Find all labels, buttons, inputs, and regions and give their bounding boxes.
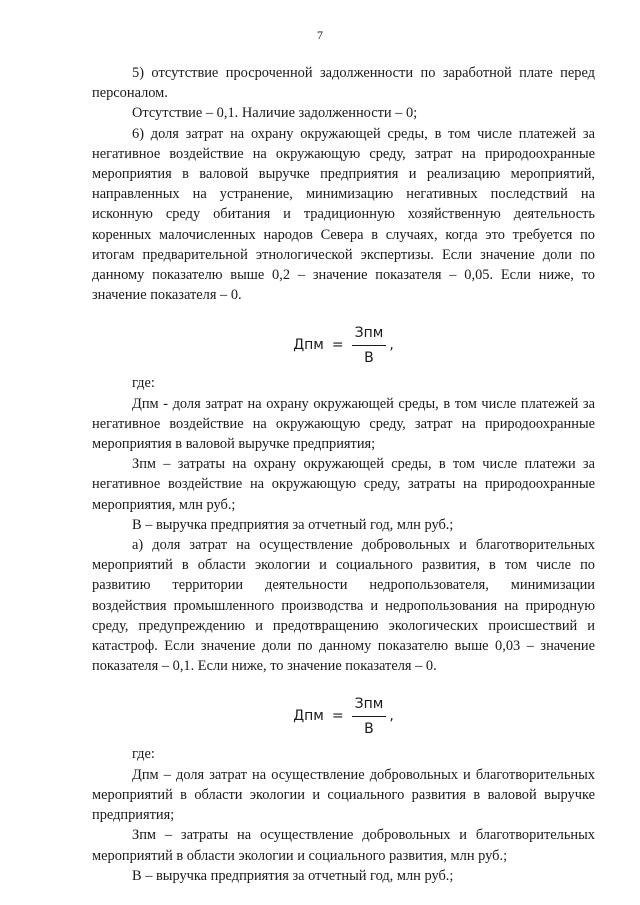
paragraph: 6) доля затрат на охрану окружающей среды, в том числе платежей за негативное воздействие на окружающую среду, затрат на природоохранные мероприятия в валовой выручке предприятия и реализацию мероприятий, направленных на устранение, минимизацию негативных последствий на исконную среду обитания и традиционную хозяйственную деятельность коренных малочисленных народов Севера в случаях, когда это требуется по итогам предварительной этнологической экспертизы. Если значение доли по данному показателю выше 0,2 – значение показателя – 0,05. Если ниже, то значение показателя – 0. <box>92 125 595 304</box>
formula-1 <box>92 321 595 369</box>
formula-fraction <box>352 694 387 739</box>
formula-lhs: Дпм <box>293 337 324 354</box>
paragraph: Зпм – затраты на охрану окружающей среды, в том числе платежи за негативное воздействие на окружающую среду, затраты на природоохранные мероприятия, млн руб.; <box>92 456 595 513</box>
paragraph: 5) отсутствие просроченной задолженности по заработной плате перед персоналом. <box>92 65 595 102</box>
paragraph: В – выручка предприятия за отчетный год, млн руб.; <box>132 867 454 884</box>
paragraph: а) доля затрат на осуществление добровольных и благотворительных мероприятий в области экологии и социального развития, в том числе по развитию территории деятельности недропользователя, минимизации воздействия промышленного производства и недропользования на природную среду, предупреждению и предотвращению экологических происшествий и катастроф. Если значение доли по данному показателю выше 0,03 – значение показателя – 0,1. Если ниже, то значение показателя – 0. <box>92 537 595 675</box>
formula-numerator: Зпм <box>352 694 387 717</box>
formula-2 <box>92 692 595 740</box>
paragraph: где: <box>132 375 155 392</box>
formula-denominator: В <box>364 349 374 366</box>
paragraph: В – выручка предприятия за отчетный год, млн руб.; <box>132 516 454 533</box>
paragraph: Дпм – доля затрат на осуществление добровольных и благотворительных мероприятий в области экологии и социального развития в валовой выручке предприятия; <box>92 766 595 824</box>
paragraph: Отсутствие – 0,1. Наличие задолженности – 0; <box>132 105 418 122</box>
formula-numerator: Зпм <box>352 323 387 346</box>
formula-lhs: Дпм <box>293 708 324 725</box>
paragraph: Зпм – затраты на осуществление добровольных и благотворительных мероприятий в области экологии и социального развития, млн руб.; <box>92 827 595 864</box>
paragraph: где: <box>132 746 155 763</box>
formula-equals: = <box>331 708 344 725</box>
page-number: 7 <box>317 28 323 42</box>
formula-comma: , <box>389 337 394 354</box>
paragraph: Дпм - доля затрат на охрану окружающей среды, в том числе платежей за негативное воздействие на окружающую среду, затрат на природоохранные мероприятия в валовой выручке предприятия; <box>92 395 595 453</box>
formula-comma: , <box>389 708 394 725</box>
formula-fraction <box>352 323 387 368</box>
formula-equals: = <box>331 337 344 354</box>
formula-denominator: В <box>364 720 374 737</box>
document-body <box>92 63 595 886</box>
